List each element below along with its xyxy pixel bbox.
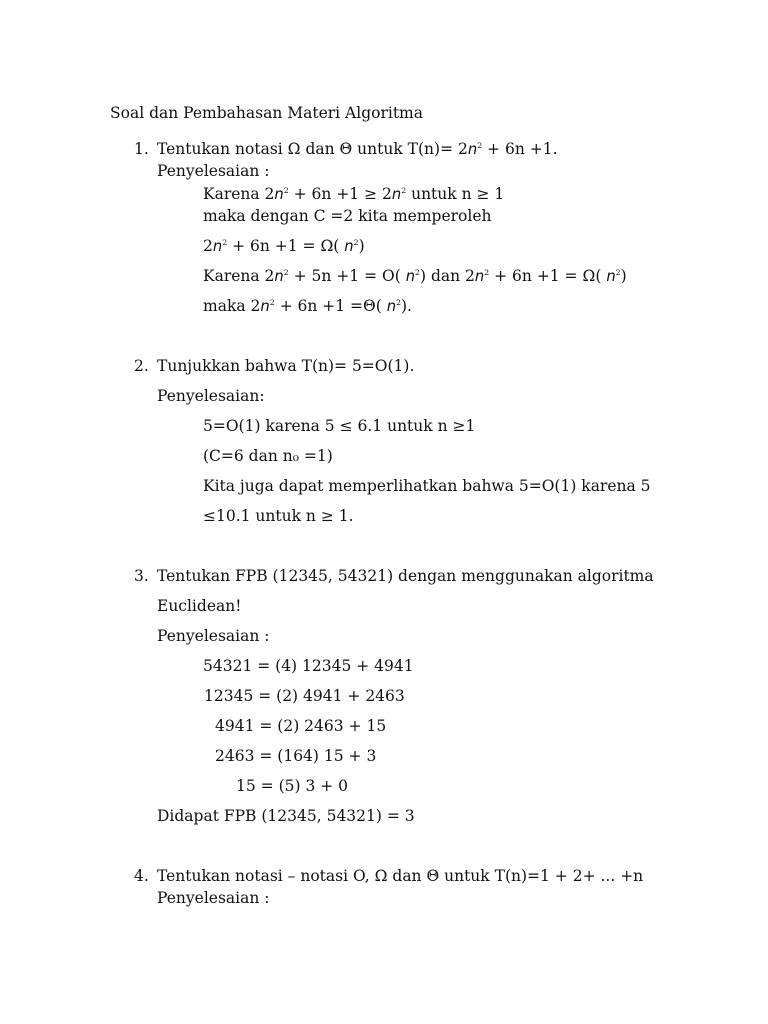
q2-solution-line-3: Kita juga dapat memperlihatkan bahwa 5=O(1) karena 5 xyxy=(203,477,651,495)
q3-step-5: 15 = (5) 3 + 0 xyxy=(236,777,349,795)
q4-question: Tentukan notasi – notasi O, Ω dan Θ untuk T(n)=1 + 2+ ... +n xyxy=(157,867,644,885)
q2-solution-line-4: ≤10.1 untuk n ≥ 1. xyxy=(203,507,354,525)
q3-question-line-2: Euclidean! xyxy=(157,597,242,615)
q1-solution-line-4: Karena $2n^2 + 5n +1 = O$( $n^2$) dan $2n^2 + 6n +1 = \Omega$( $n^2$) xyxy=(203,267,627,285)
q2-solution-label: Penyelesaian: xyxy=(157,387,265,405)
q1-solution-line-1: Karena $2n^2 + 6n +1 \ge 2n^2$ untuk n ≥ 1 xyxy=(203,185,505,203)
q3-step-3: 4941 = (2) 2463 + 15 xyxy=(215,717,387,735)
q1-solution-line-2: maka dengan C =2 kita memperoleh xyxy=(203,207,492,225)
q1-solution-line-3: $2n^2 + 6n +1 = \Omega$( $n^2$) xyxy=(203,237,365,255)
q3-result: Didapat FPB (12345, 54321) = 3 xyxy=(157,807,415,825)
q2-question: Tunjukkan bahwa T(n)= 5=O(1). xyxy=(157,357,415,375)
q3-step-4: 2463 = (164) 15 + 3 xyxy=(215,747,377,765)
q1-question: Tentukan notasi Ω dan Θ untuk $T(n)= 2n^2 + 6n +1$. xyxy=(157,140,558,158)
q3-solution-label: Penyelesaian : xyxy=(157,627,270,645)
q3-step-2: 12345 = (2) 4941 + 2463 xyxy=(204,687,405,705)
q4-solution-label: Penyelesaian : xyxy=(157,889,270,907)
q4-number: 4. xyxy=(134,867,149,885)
q1-solution-label: Penyelesaian : xyxy=(157,162,270,180)
q1-solution-line-5: maka $2n^2 + 6n +1 =\Theta$( $n^2$). xyxy=(203,297,412,315)
q3-question-line-1: Tentukan FPB (12345, 54321) dengan menggunakan algoritma xyxy=(157,567,654,585)
document-title: Soal dan Pembahasan Materi Algoritma xyxy=(110,104,423,122)
q2-solution-line-2: (C=6 dan n₀ =1) xyxy=(203,447,333,465)
q3-number: 3. xyxy=(134,567,149,585)
q1-number: 1. xyxy=(134,140,149,158)
q2-solution-line-1: 5=O(1) karena 5 ≤ 6.1 untuk n ≥1 xyxy=(203,417,476,435)
q2-number: 2. xyxy=(134,357,149,375)
q3-step-1: 54321 = (4) 12345 + 4941 xyxy=(203,657,414,675)
